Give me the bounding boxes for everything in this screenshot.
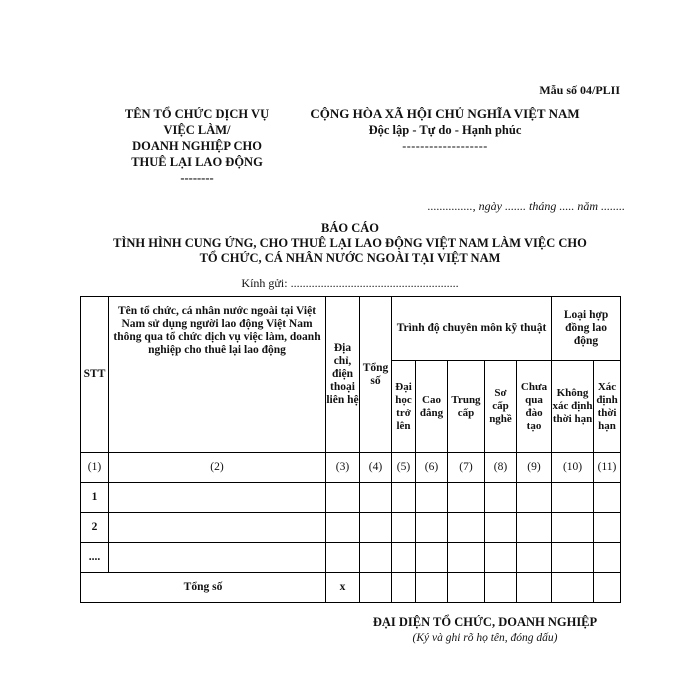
table-cell <box>416 543 448 573</box>
header-elementary-vocational: Sơ cấp nghề <box>485 361 517 453</box>
state-name: CỘNG HÒA XÃ HỘI CHỦ NGHĨA VIỆT NAM <box>310 106 580 121</box>
column-number: (4) <box>360 453 392 483</box>
total-label: Tổng số <box>81 573 326 603</box>
table-cell <box>326 513 360 543</box>
table-cell <box>360 513 392 543</box>
table-cell <box>416 483 448 513</box>
row-stt: 2 <box>81 513 109 543</box>
table-cell <box>392 483 416 513</box>
header-untrained: Chưa qua đào tạo <box>517 361 552 453</box>
table-cell <box>326 543 360 573</box>
table-cell <box>416 573 448 603</box>
report-title <box>60 221 640 266</box>
table-cell <box>448 513 485 543</box>
organization-line: TÊN TỔ CHỨC DỊCH VỤ <box>124 107 270 121</box>
table-cell <box>594 543 621 573</box>
table-cell <box>326 483 360 513</box>
column-number: (1) <box>81 453 109 483</box>
table-cell <box>517 483 552 513</box>
column-number: (2) <box>109 453 326 483</box>
recipient-line: Kính gửi: ........................................................ <box>241 276 459 290</box>
report-subtitle-line: TỔ CHỨC, CÁ NHÂN NƯỚC NGOÀI TẠI VIỆT NAM <box>199 251 501 265</box>
table-cell <box>109 513 326 543</box>
row-stt: 1 <box>81 483 109 513</box>
table-cell <box>448 573 485 603</box>
total-address-mark: x <box>326 573 360 603</box>
table-cell <box>594 573 621 603</box>
table-cell <box>552 483 594 513</box>
table-row <box>81 483 621 513</box>
column-number: (3) <box>326 453 360 483</box>
table-row <box>81 543 621 573</box>
table-cell <box>416 513 448 543</box>
column-number: (5) <box>392 453 416 483</box>
table-cell <box>517 543 552 573</box>
table-cell <box>360 573 392 603</box>
table-cell <box>594 483 621 513</box>
table-cell <box>109 543 326 573</box>
column-number: (7) <box>448 453 485 483</box>
header-total: Tổng số <box>360 297 392 453</box>
signature-title: ĐẠI DIỆN TỔ CHỨC, DOANH NGHIỆP <box>372 615 598 629</box>
table-cell <box>517 513 552 543</box>
table-row <box>81 513 621 543</box>
signature-note: (Ký và ghi rõ họ tên, đóng dấu) <box>412 632 558 644</box>
table-cell <box>485 543 517 573</box>
column-number: (11) <box>594 453 621 483</box>
form-number: Mẫu số 04/PLII <box>539 83 620 97</box>
organization-header <box>72 106 322 186</box>
table-cell <box>552 543 594 573</box>
table-cell <box>594 513 621 543</box>
header-college: Cao đẳng <box>416 361 448 453</box>
signature-block <box>340 614 630 646</box>
report-subtitle-line: TÌNH HÌNH CUNG ỨNG, CHO THUÊ LẠI LAO ĐỘNG VIỆT NAM LÀM VIỆC CHO <box>113 236 587 250</box>
total-row <box>81 573 621 603</box>
state-motto: Độc lập - Tự do - Hạnh phúc <box>368 123 522 137</box>
table-cell <box>360 543 392 573</box>
table-cell <box>552 573 594 603</box>
header-intermediate: Trung cấp <box>448 361 485 453</box>
table-cell <box>392 543 416 573</box>
report-table <box>80 296 621 603</box>
table-cell <box>392 513 416 543</box>
column-number: (6) <box>416 453 448 483</box>
header-organization-name: Tên tổ chức, cá nhân nước ngoài tại Việt Nam sử dụng người lao động Việt Nam thông qua tổ chức dịch vụ việc làm, doanh nghiệp cho thuê lại lao động <box>109 297 326 453</box>
report-heading: BÁO CÁO <box>321 221 379 235</box>
row-stt: .... <box>81 543 109 573</box>
table-cell <box>517 573 552 603</box>
organization-separator: -------- <box>180 171 214 185</box>
header-qualification-group: Trình độ chuyên môn kỹ thuật <box>392 297 552 361</box>
column-number: (8) <box>485 453 517 483</box>
header-indefinite-term: Không xác định thời hạn <box>552 361 594 453</box>
header-stt: STT <box>81 297 109 453</box>
column-number: (10) <box>552 453 594 483</box>
table-cell <box>392 573 416 603</box>
table-cell <box>448 543 485 573</box>
column-number: (9) <box>517 453 552 483</box>
table-cell <box>552 513 594 543</box>
organization-line: VIỆC LÀM/ <box>163 123 231 137</box>
organization-line: DOANH NGHIỆP CHO <box>132 139 262 153</box>
header-address: Địa chỉ, điện thoại liên hệ <box>326 297 360 453</box>
table-cell <box>485 483 517 513</box>
organization-line: THUÊ LẠI LAO ĐỘNG <box>131 155 263 169</box>
table-cell <box>485 513 517 543</box>
table-cell <box>485 573 517 603</box>
header-contract-group: Loại hợp đồng lao động <box>552 297 621 361</box>
header-university: Đại học trở lên <box>392 361 416 453</box>
state-header <box>292 106 598 154</box>
table-cell <box>448 483 485 513</box>
table-cell <box>109 483 326 513</box>
state-separator: ------------------- <box>402 139 488 153</box>
table-cell <box>360 483 392 513</box>
column-number-row <box>81 453 621 483</box>
header-definite-term: Xác định thời hạn <box>594 361 621 453</box>
date-line: ..............., ngày ....... tháng ..... năm ........ <box>427 199 625 213</box>
